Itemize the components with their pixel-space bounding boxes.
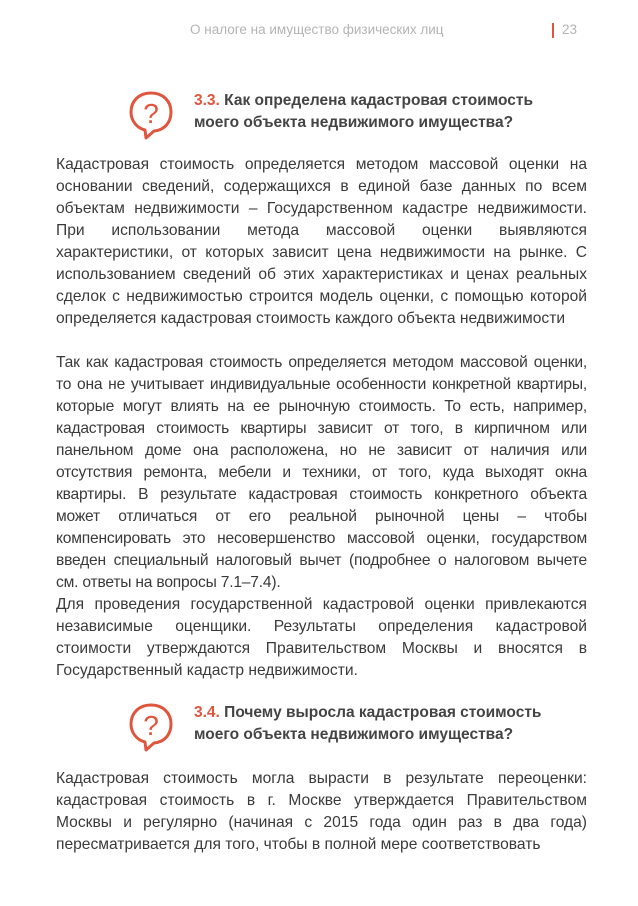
question-bubble-icon (128, 90, 174, 140)
question-bubble-icon (128, 702, 174, 752)
header-divider (552, 23, 554, 38)
paragraph-3-3-1: Кадастровая стоимость определяется методом массовой оценки на основании сведений, содержащихся в единой базе данных по всем объектам недвижимости – Государственном кадастре недвижимости. При использовании метода массовой оценки выявляются характеристики, от которых зависит цена недвижимости на рынке. С использованием сведений об этих характеристиках и ценах реальных сделок с недвижимостью строится модель оценки, с помощью которой определяется кадастровая стоимость каждого объекта недвижимости (56, 156, 587, 327)
page-number: 23 (562, 22, 578, 37)
question-title-line2: моего объекта недвижимого имущества? (194, 726, 514, 743)
paragraph-3-4-1: Кадастровая стоимость могла вырасти в результате переоценки: кадастровая стоимость в г. Москве утверждается Правительством Москвы и регулярно (начиная с 2015 года один раз в два года) пересматривается для того, чтобы в полной мере соответствовать (56, 770, 587, 853)
page-header (0, 20, 638, 40)
svg-text:?: ? (143, 710, 159, 741)
question-title-line1: Почему выросла кадастровая стоимость (224, 704, 542, 721)
paragraph-3-3-2: Так как кадастровая стоимость определяется методом массовой оценки, то она не учитывает индивидуальные особенности конкретной квартиры, которые могут влиять на ее рыночную стоимость. То есть, например, кадастровая стоимость квартиры зависит от того, в кирпичном или панельном доме она расположена, но не зависит от наличия или отсутствия ремонта, мебели и техники, от того, куда выходят окна квартиры. В результате кадастровая стоимость конкретного объекта может отличаться от его реальной рыночной цены – чтобы компенсировать это несовершенство массовой оценки, государством введен специальный налоговый вычет (подробнее о налоговом вычете см. ответы на вопросы 7.1–7.4). (56, 354, 587, 591)
question-title-line2: моего объекта недвижимого имущества? (194, 114, 514, 131)
question-heading-3-3 (128, 90, 588, 150)
running-title: О налоге на имущество физических лиц (190, 22, 444, 37)
question-title (194, 702, 594, 746)
question-title (194, 90, 594, 134)
paragraph-3-3-3: Для проведения государственной кадастровой оценки привлекаются независимые оценщики. Результаты определения кадастровой стоимости утверждаются Правительством Москвы и вносятся в Государственный кадастр недвижимости. (56, 596, 587, 679)
question-heading-3-4 (128, 702, 588, 762)
question-title-line1: Как определена кадастровая стоимость (224, 92, 533, 109)
svg-text:?: ? (143, 98, 159, 129)
question-number: 3.4. (194, 704, 220, 721)
question-number: 3.3. (194, 92, 220, 109)
